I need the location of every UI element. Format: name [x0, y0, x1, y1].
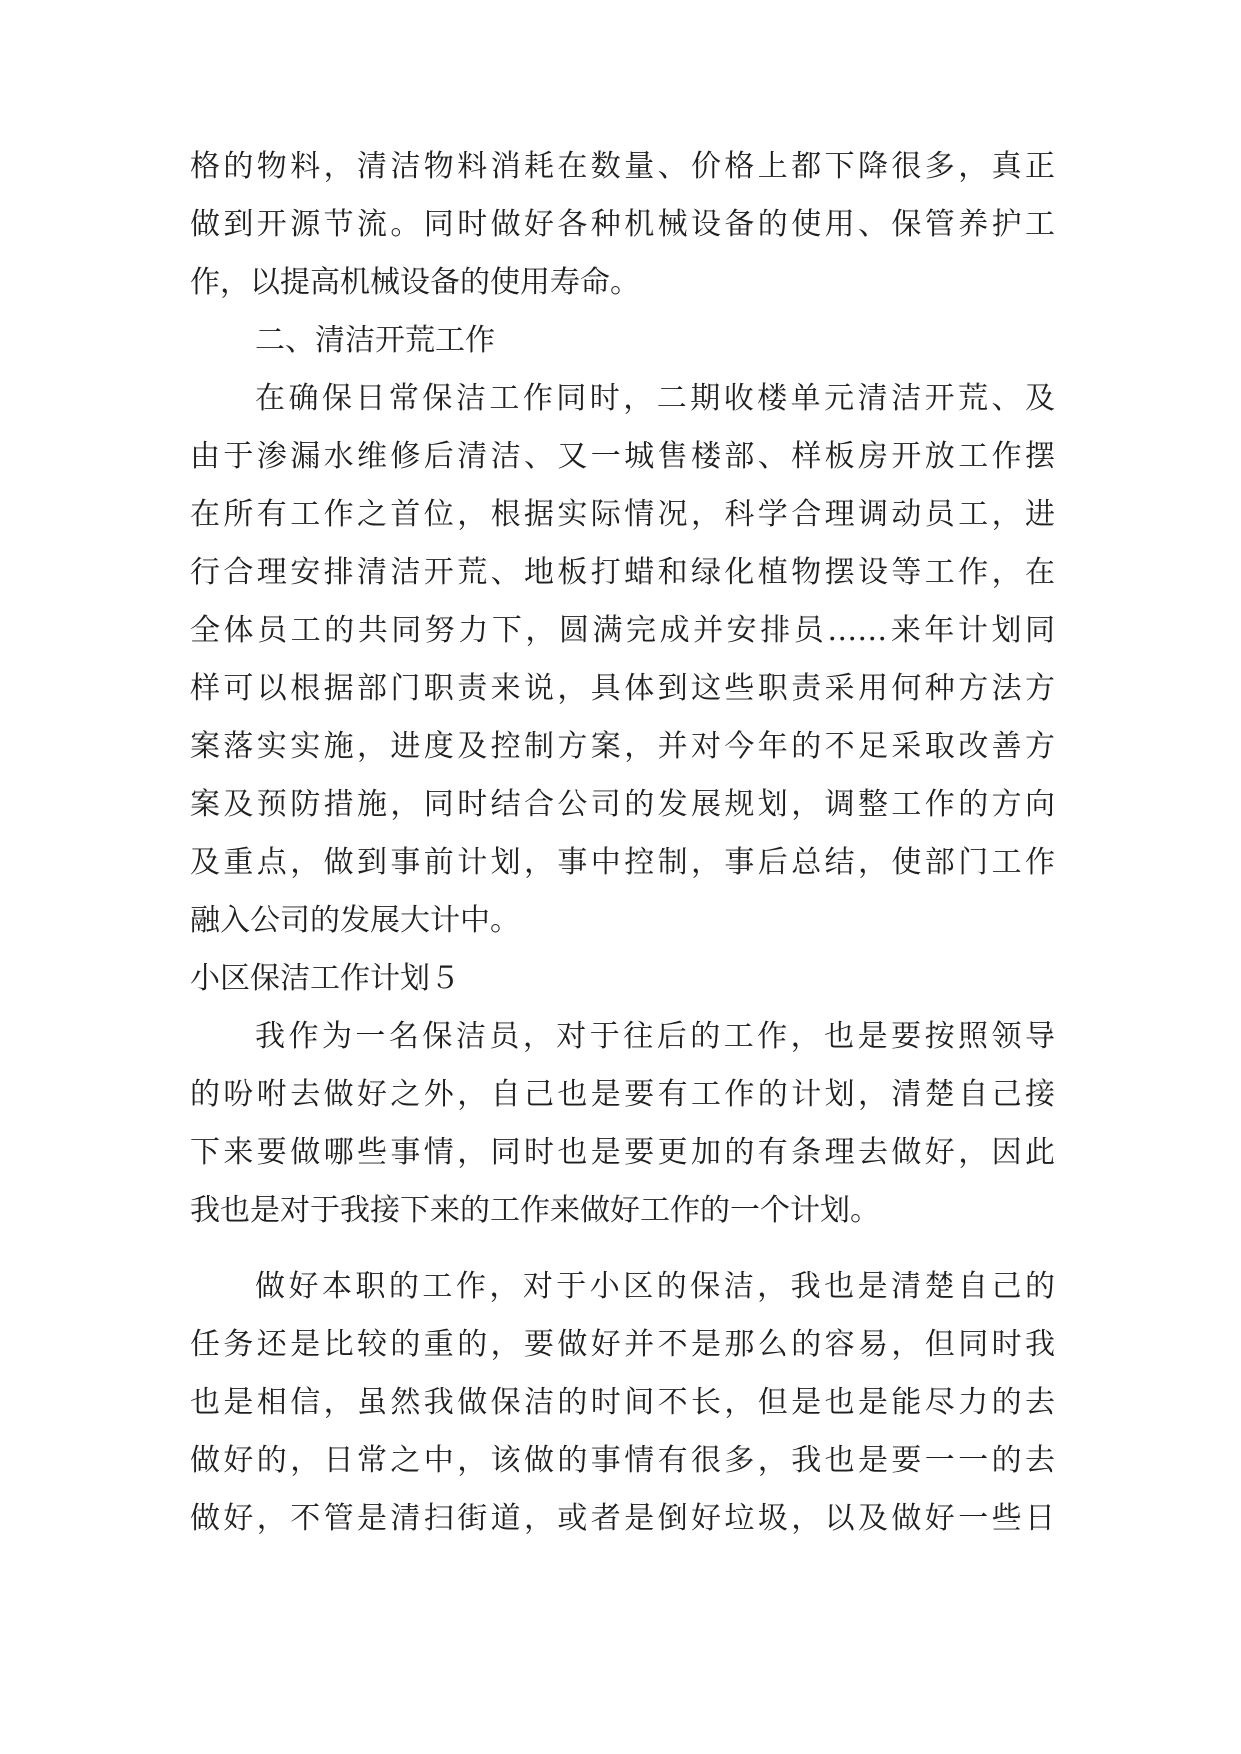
text-line: 在所有工作之首位，根据实际情况，科学合理调动员工，进 — [190, 497, 1055, 532]
text-line: 做好的，日常之中，该做的事情有很多，我也是要一一的去 — [190, 1443, 1055, 1478]
text-line: 案落实实施，进度及控制方案，并对今年的不足采取改善方 — [190, 729, 1055, 764]
text-line: 做到开源节流。同时做好各种机械设备的使用、保管养护工 — [190, 207, 1055, 242]
text-line: 在确保日常保洁工作同时，二期收楼单元清洁开荒、及 — [255, 381, 1055, 416]
text-line: 格的物料，清洁物料消耗在数量、价格上都下降很多，真正 — [190, 149, 1055, 184]
text-line: 任务还是比较的重的，要做好并不是那么的容易，但同时我 — [190, 1327, 1055, 1362]
text-line: 也是相信，虽然我做保洁的时间不长，但是也是能尽力的去 — [190, 1385, 1055, 1420]
text-line: 样可以根据部门职责来说，具体到这些职责采用何种方法方 — [190, 671, 1055, 706]
text-line: 我也是对于我接下来的工作来做好工作的一个计划。 — [190, 1193, 880, 1228]
text-line: 我作为一名保洁员，对于往后的工作，也是要按照领导 — [255, 1019, 1055, 1054]
text-line: 全体员工的共同努力下，圆满完成并安排员……来年计划同 — [190, 613, 1055, 648]
section-subheading: 二、清洁开荒工作 — [255, 323, 495, 358]
text-line: 融入公司的发展大计中。 — [190, 903, 520, 938]
text-line: 下来要做哪些事情，同时也是要更加的有条理去做好，因此 — [190, 1135, 1055, 1170]
text-line: 做好，不管是清扫街道，或者是倒好垃圾，以及做好一些日 — [190, 1501, 1055, 1536]
text-line: 及重点，做到事前计划，事中控制，事后总结，使部门工作 — [190, 845, 1055, 880]
text-line: 由于渗漏水维修后清洁、又一城售楼部、样板房开放工作摆 — [190, 439, 1055, 474]
text-line: 作，以提高机械设备的使用寿命。 — [190, 265, 640, 300]
section-title: 小区保洁工作计划５ — [190, 961, 460, 996]
text-line: 案及预防措施，同时结合公司的发展规划，调整工作的方向 — [190, 787, 1055, 822]
text-line: 行合理安排清洁开荒、地板打蜡和绿化植物摆设等工作，在 — [190, 555, 1055, 590]
text-line: 做好本职的工作，对于小区的保洁，我也是清楚自己的 — [255, 1269, 1055, 1304]
text-line: 的吩咐去做好之外，自己也是要有工作的计划，清楚自己接 — [190, 1077, 1055, 1112]
